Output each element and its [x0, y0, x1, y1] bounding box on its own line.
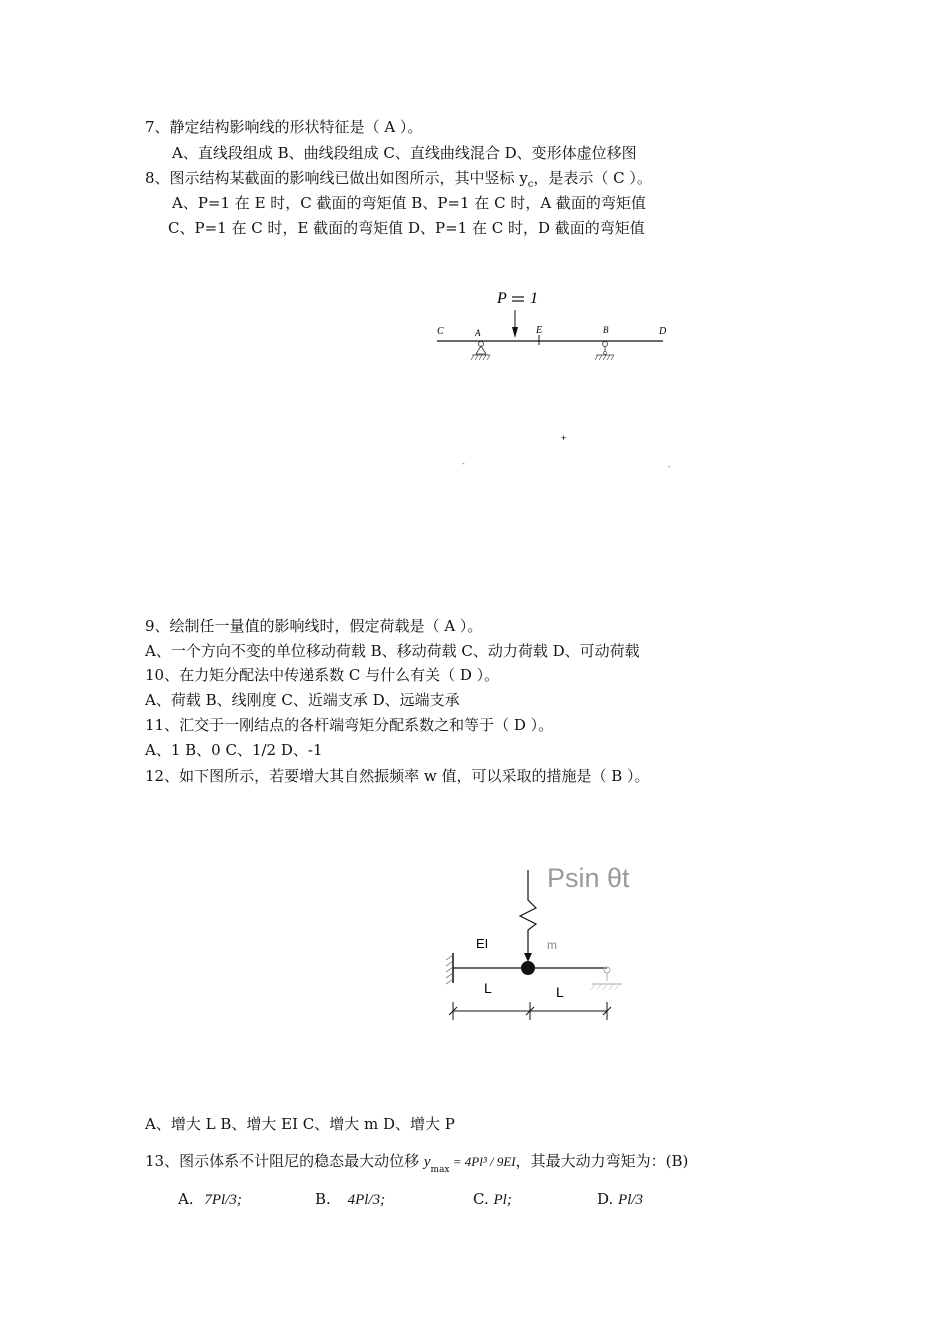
q7-question: 7、静定结构影响线的形状特征是（ A ）。	[145, 118, 423, 136]
q13-option-a-value: 7Pl/3;	[204, 1192, 242, 1208]
q8-options-row2: C、P=1 在 C 时，E 截面的弯矩值 D、P=1 在 C 时，D 截面的弯矩值	[168, 219, 645, 237]
q7-options: A、直线段组成 B、曲线段组成 C、直线曲线混合 D、变形体虚位移图	[172, 144, 637, 162]
q11-options: A、1 B、0 C、1/2 D、-1	[145, 741, 323, 759]
q13-formula-subscript: max	[430, 1165, 450, 1175]
q12-options: A、增大 L B、增大 EI C、增大 m D、增大 P	[145, 1115, 455, 1133]
q13-question	[145, 1151, 688, 1174]
q13-option-d	[597, 1189, 643, 1210]
q8-il-minus-left: -	[462, 459, 465, 468]
q13-formula-y: y	[423, 1154, 431, 1170]
q9-question: 9、绘制任一量值的影响线时，假定荷载是（ A ）。	[145, 617, 483, 635]
q8-question-subscript: c	[527, 179, 534, 190]
q8-point-e: E	[536, 325, 543, 336]
q8-options-row1: A、P=1 在 E 时，C 截面的弯矩值 B、P=1 在 C 时，A 截面的弯矩值	[172, 194, 646, 212]
q12-dimension-line	[449, 1002, 611, 1020]
q8-load-value: 1	[530, 290, 538, 307]
q13-question-tail: ，其最大动力弯矩为：(B)	[515, 1152, 689, 1170]
q8-question-text: 8、图示结构某截面的影响线已做出如图所示，其中竖标 y	[145, 169, 528, 187]
q8-point-a: A	[475, 328, 481, 338]
q10-question: 10、在力矩分配法中传递系数 C 与什么有关（ D ）。	[145, 666, 500, 684]
q13-option-b-value: 4Pl/3;	[347, 1192, 386, 1208]
q13-option-a-label: A.	[178, 1190, 194, 1208]
q8-point-b: B	[603, 325, 609, 335]
q12-lumped-mass	[521, 961, 535, 975]
q13-option-d-label: D.	[597, 1190, 614, 1208]
q12-load-spring	[520, 870, 536, 957]
q12-ei-label: EI	[476, 936, 489, 951]
q12-fixed-support	[446, 953, 453, 984]
q13-option-a	[178, 1189, 242, 1210]
q13-option-c	[473, 1189, 512, 1210]
q8-il-plus-sign: +	[561, 433, 567, 443]
q13-option-d-value: Pl/3	[618, 1192, 644, 1208]
q12-mass-label: m	[547, 938, 557, 952]
q13-question-text: 13、图示体系不计阻尼的稳态最大动位移	[145, 1152, 424, 1170]
q10-options: A、荷载 B、线刚度 C、近端支承 D、远端支承	[145, 691, 460, 709]
q9-options: A、一个方向不变的单位移动荷载 B、移动荷载 C、动力荷载 D、可动荷载	[145, 642, 640, 660]
q8-question-tail: ，是表示（ C ）。	[533, 169, 652, 187]
q13-option-c-label: C.	[473, 1190, 489, 1208]
q8-point-d: D	[659, 326, 667, 337]
q8-load-label: P	[497, 290, 507, 307]
q13-option-b	[315, 1189, 385, 1210]
q8-il-minus-right: -	[668, 462, 671, 471]
q12-question: 12、如下图所示，若要增大其自然振频率 w 值，可以采取的措施是（ B ）。	[145, 767, 650, 785]
q13-option-c-value: Pl;	[493, 1192, 512, 1208]
q12-roller-support	[591, 967, 622, 990]
q12-load-arrowhead	[524, 953, 532, 962]
q12-span-right-label: L	[556, 984, 564, 1000]
q11-question: 11、汇交于一刚结点的各杆端弯矩分配系数之和等于（ D ）。	[145, 716, 554, 734]
q12-span-left-label: L	[484, 980, 492, 996]
q8-point-c: C	[437, 326, 444, 337]
q12-load-label: Psin θt	[547, 863, 630, 893]
q13-option-b-label: B.	[315, 1190, 331, 1208]
q13-formula-body: = 4Pl³ / 9EI	[449, 1154, 516, 1169]
